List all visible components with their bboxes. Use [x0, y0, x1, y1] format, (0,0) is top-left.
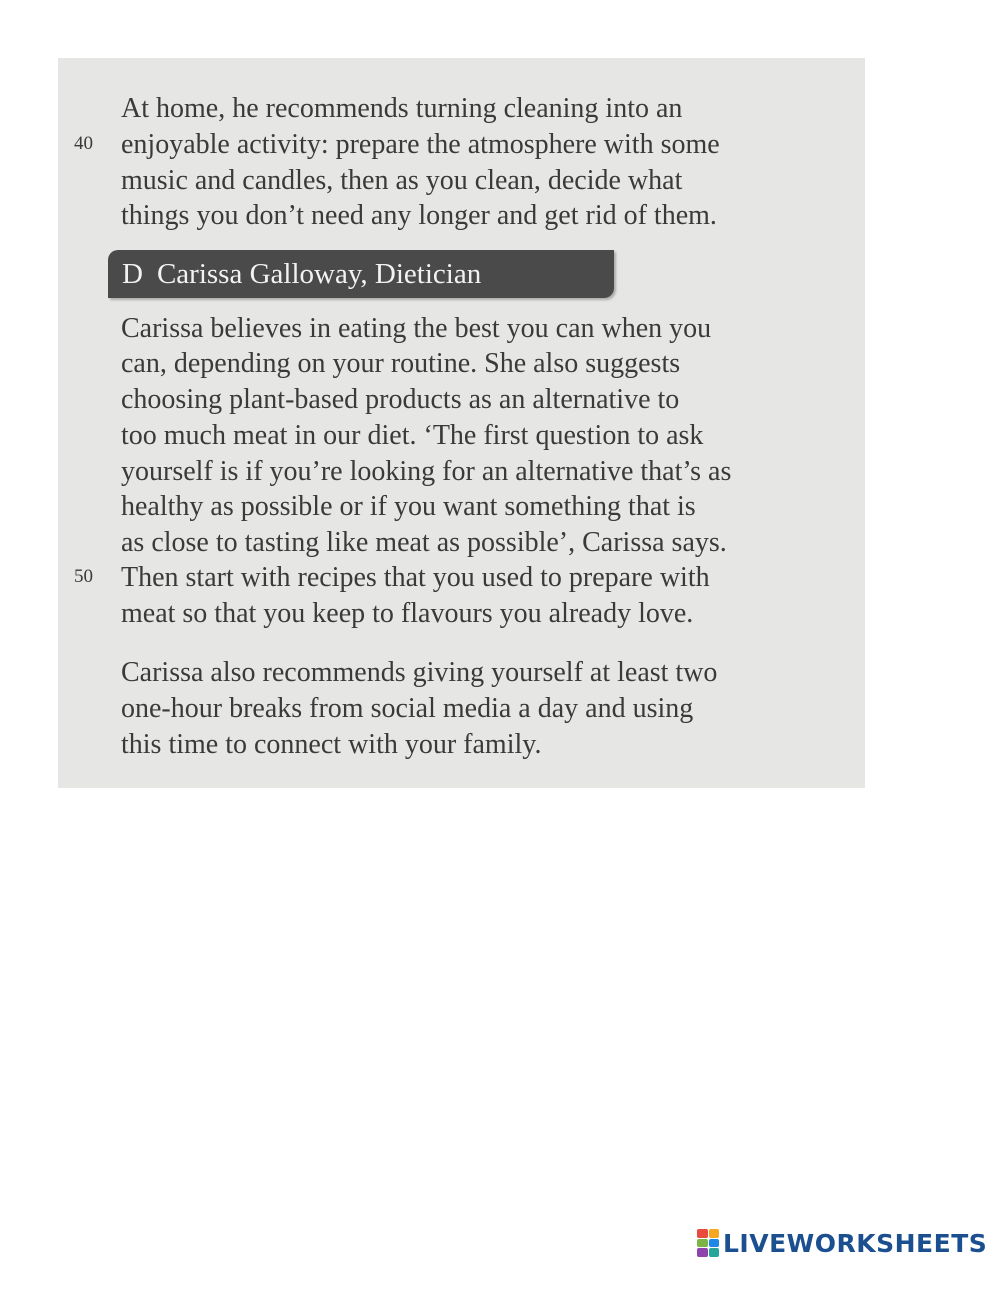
text-line: healthy as possible or if you want something that is	[121, 491, 696, 522]
line-number-40: 40	[74, 133, 93, 154]
text-line: Then start with recipes that you used to prepare with	[121, 562, 710, 593]
text-line: as close to tasting like meat as possible’, Carissa says.	[121, 527, 727, 558]
text-line: At home, he recommends turning cleaning into an	[121, 93, 683, 124]
text-line: choosing plant-based products as an alternative to	[121, 384, 680, 415]
text-line: can, depending on your routine. She also suggests	[121, 348, 681, 379]
section-title: Carissa Galloway, Dietician	[156, 258, 482, 290]
text-line: this time to connect with your family.	[121, 729, 542, 760]
line-number-50: 50	[74, 566, 93, 587]
logo-blocks-icon	[697, 1229, 719, 1257]
text-line: meat so that you keep to flavours you already love.	[121, 598, 694, 629]
text-line: things you don’t need any longer and get rid of them.	[121, 200, 717, 231]
text-line: yourself is if you’re looking for an alternative that’s as	[121, 456, 732, 487]
text-line: Carissa also recommends giving yourself at least two	[121, 657, 718, 688]
text-line: enjoyable activity: prepare the atmosphere with some	[121, 129, 720, 160]
section-letter: D	[122, 258, 143, 290]
text-line: too much meat in our diet. ‘The first question to ask	[121, 420, 704, 451]
section-heading-d	[108, 250, 614, 298]
text-line: Carissa believes in eating the best you can when you	[121, 313, 712, 344]
text-line: music and candles, then as you clean, decide what	[121, 165, 683, 196]
logo-text: LIVEWORKSHEETS	[723, 1228, 988, 1258]
text-line: one-hour breaks from social media a day and using	[121, 693, 694, 724]
liveworksheets-logo	[697, 1225, 987, 1261]
